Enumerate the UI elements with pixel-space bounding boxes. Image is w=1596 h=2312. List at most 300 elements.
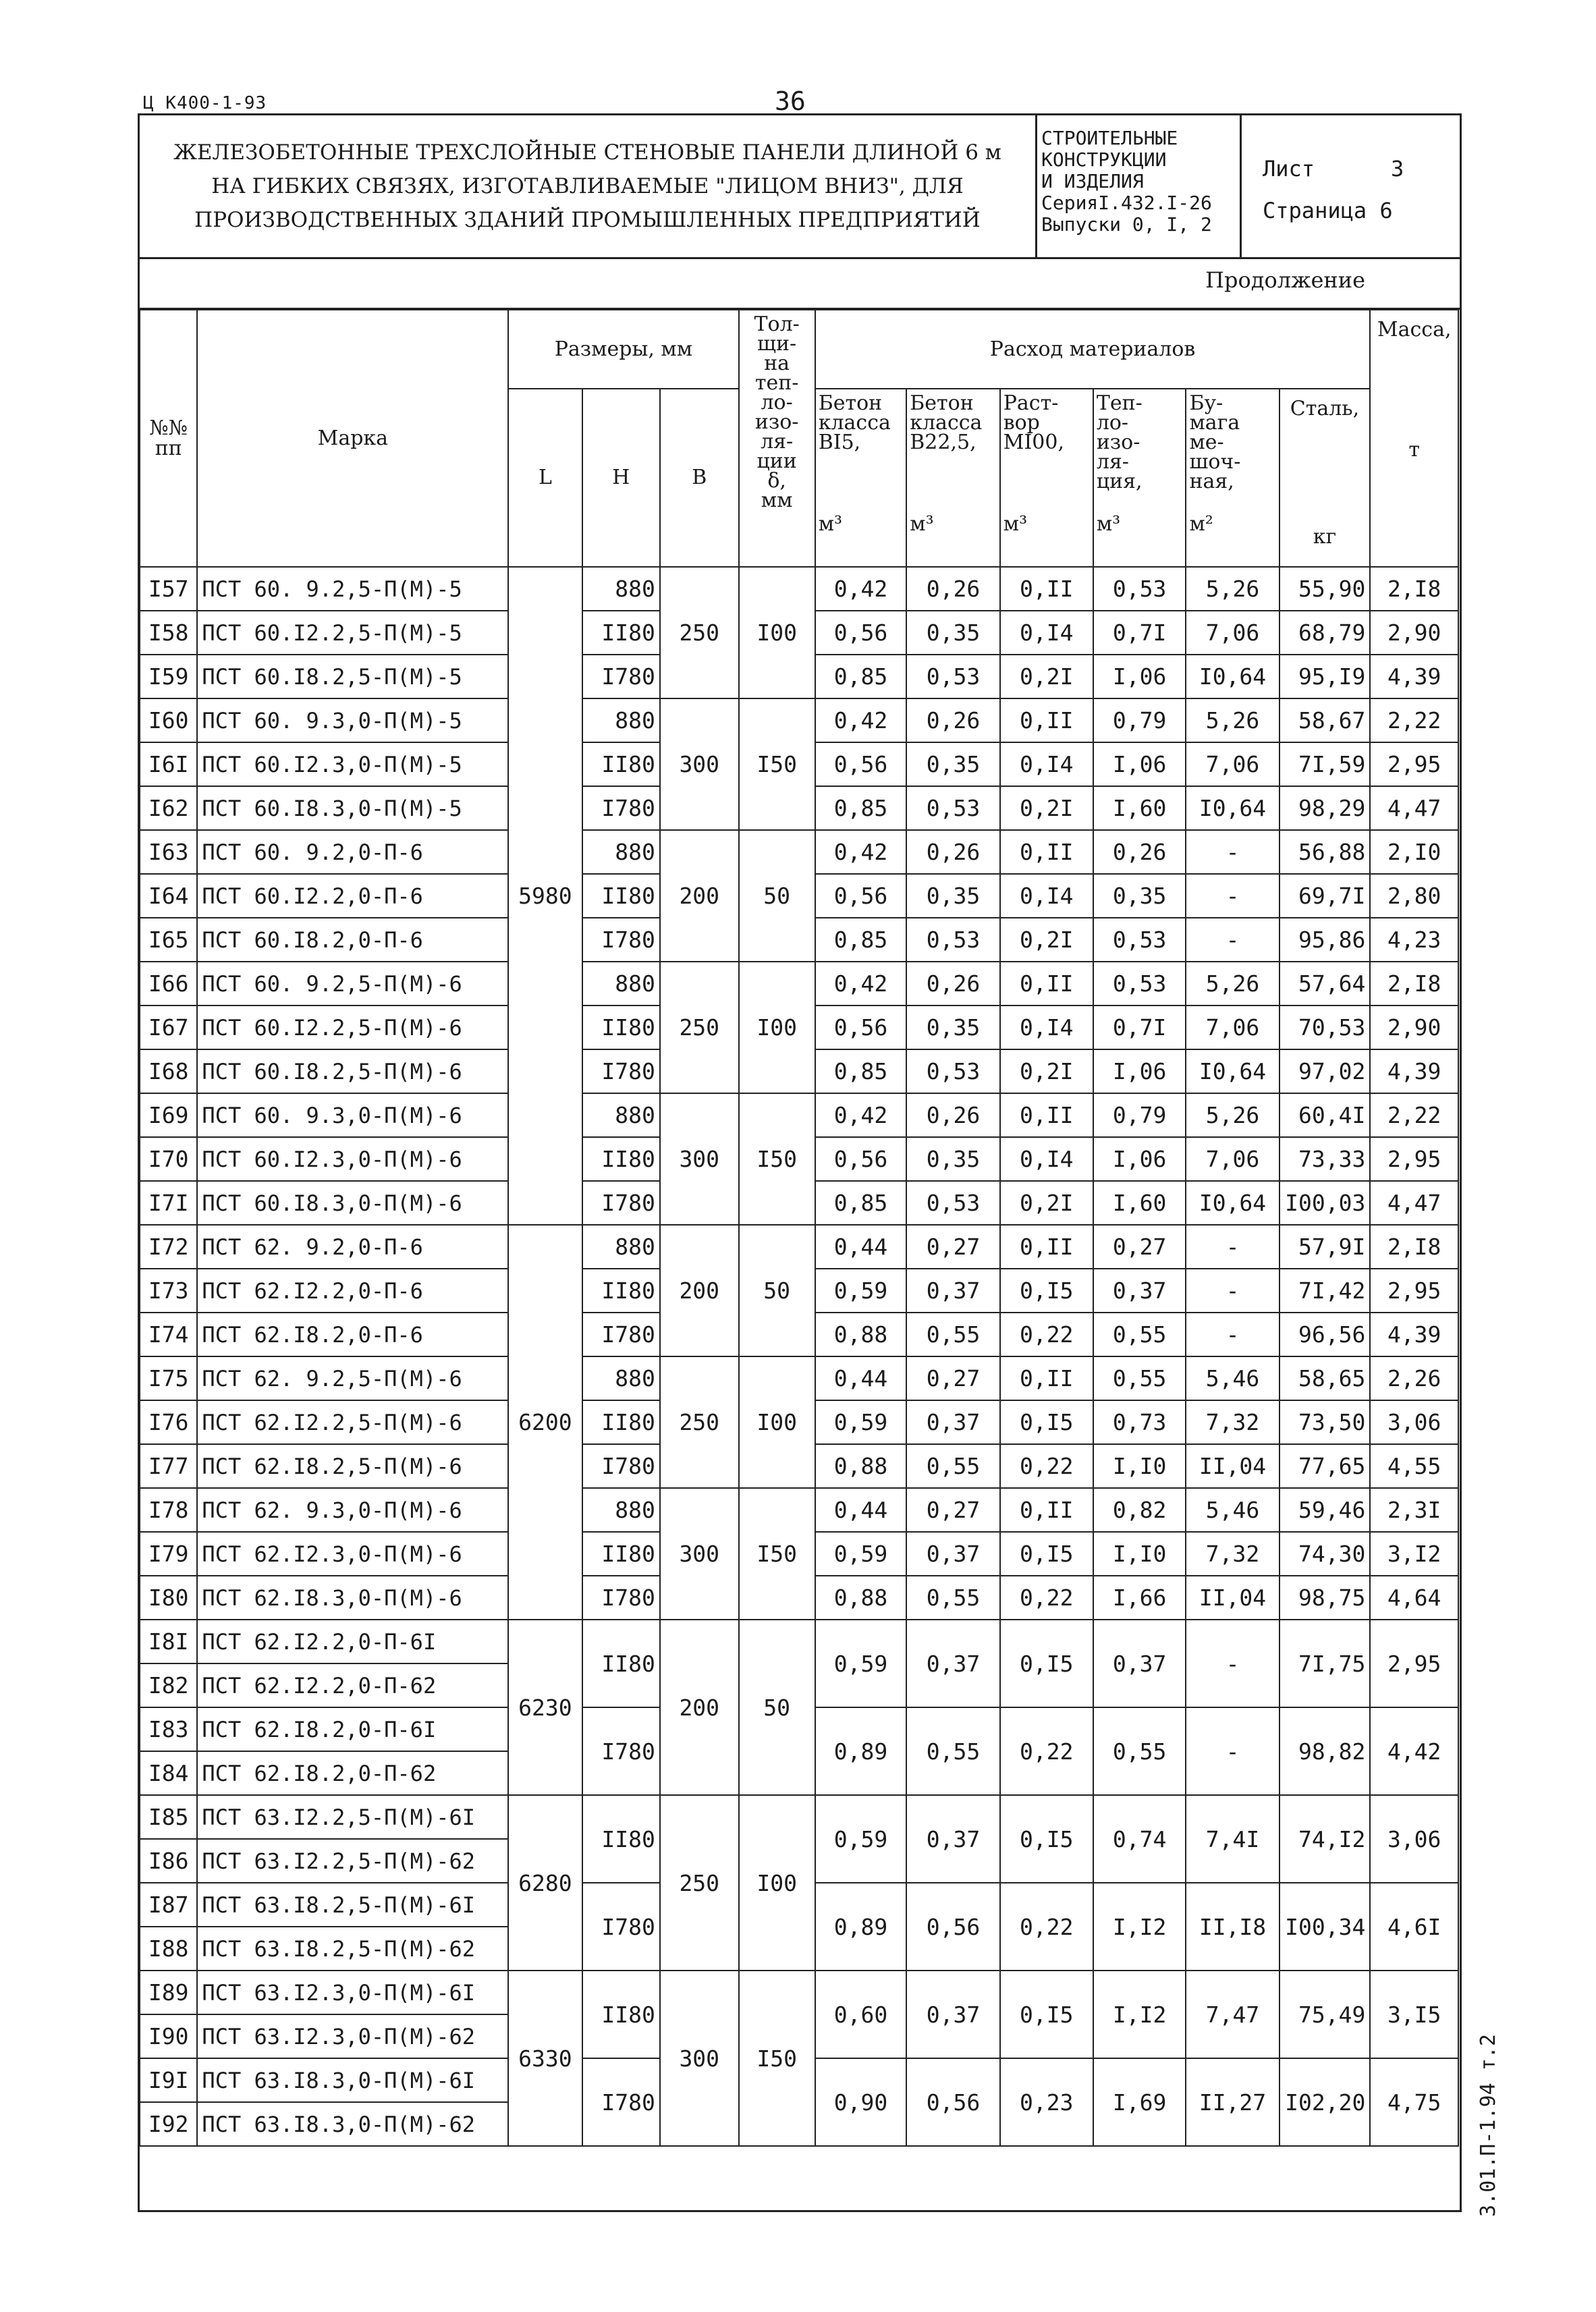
row-number: I66	[140, 962, 197, 1006]
concrete-b22: 0,26	[906, 698, 999, 742]
header-line: изо-	[754, 410, 799, 434]
concrete-b22: 0,53	[906, 786, 999, 830]
table-row	[140, 1488, 1458, 1532]
height-H: 880	[582, 1488, 660, 1532]
mortar: 0,I4	[1000, 1006, 1093, 1049]
steel: 7I,75	[1279, 1620, 1371, 1707]
paper: -	[1186, 830, 1279, 874]
col-concrete-b22	[906, 389, 999, 567]
paper: I0,64	[1186, 655, 1279, 698]
row-mark: ПСТ 62.I8.2,0-П-6	[197, 1313, 508, 1356]
row-mark: ПСТ 60. 9.2,0-П-6	[197, 830, 508, 874]
concrete-b15: 0,59	[815, 1532, 907, 1576]
width-B: 200	[660, 1620, 739, 1795]
mortar: 0,II	[1000, 698, 1093, 742]
mortar: 0,II	[1000, 962, 1093, 1006]
steel: I00,03	[1279, 1181, 1371, 1225]
series-line: СерияI.432.I-26	[1041, 192, 1212, 214]
concrete-b15: 0,88	[815, 1576, 907, 1620]
row-mark: ПСТ 63.I8.3,0-П(М)-6I	[197, 2058, 508, 2102]
concrete-b22: 0,55	[906, 1707, 999, 1795]
paper: -	[1186, 1313, 1279, 1356]
steel: 58,67	[1279, 698, 1371, 742]
row-mark: ПСТ 60.I2.2,5-П(М)-5	[197, 611, 508, 655]
mass: 4,39	[1370, 1049, 1458, 1093]
steel: 70,53	[1279, 1006, 1371, 1049]
concrete-b15: 0,42	[815, 830, 907, 874]
row-mark: ПСТ 62.I2.2,5-П(М)-6	[197, 1400, 508, 1444]
row-mark: ПСТ 62.I2.2,0-П-62	[197, 1663, 508, 1707]
insulation: 0,74	[1093, 1795, 1186, 1883]
paper: 5,46	[1186, 1488, 1279, 1532]
height-H: II80	[582, 611, 660, 655]
mass: 2,I8	[1370, 567, 1458, 611]
concrete-b22: 0,53	[906, 1181, 999, 1225]
row-mark: ПСТ 62. 9.2,5-П(М)-6	[197, 1356, 508, 1400]
row-mark: ПСТ 63.I8.3,0-П(М)-62	[197, 2102, 508, 2146]
mass: 2,I8	[1370, 1225, 1458, 1269]
row-mark: ПСТ 60. 9.2,5-П(М)-5	[197, 567, 508, 611]
mass-label: Масса,	[1377, 318, 1452, 341]
steel: 75,49	[1279, 1971, 1371, 2058]
height-H: 880	[582, 962, 660, 1006]
row-mark: ПСТ 60.I8.2,5-П(М)-5	[197, 655, 508, 698]
row-number: I8I	[140, 1620, 197, 1663]
header-line: мм	[761, 489, 793, 512]
header-line: ля-	[1096, 450, 1129, 474]
insulation: 0,55	[1093, 1313, 1186, 1356]
paper: 7,06	[1186, 1006, 1279, 1049]
concrete-b15: 0,59	[815, 1795, 907, 1883]
steel: 74,30	[1279, 1532, 1371, 1576]
paper: -	[1186, 1707, 1279, 1795]
insulation: I,I2	[1093, 1971, 1186, 2058]
insulation: 0,53	[1093, 567, 1186, 611]
height-H: I780	[582, 1313, 660, 1356]
row-number: I87	[140, 1883, 197, 1927]
concrete-b22: 0,27	[906, 1225, 999, 1269]
height-H: 880	[582, 1356, 660, 1400]
width-B: 300	[660, 698, 739, 830]
row-mark: ПСТ 60. 9.3,0-П(М)-5	[197, 698, 508, 742]
height-H: II80	[582, 1532, 660, 1576]
mass: 4,64	[1370, 1576, 1458, 1620]
height-H: II80	[582, 1400, 660, 1444]
insulation: 0,79	[1093, 1093, 1186, 1137]
paper: 5,26	[1186, 1093, 1279, 1137]
table-row	[140, 1225, 1458, 1269]
mortar: 0,I4	[1000, 1137, 1093, 1181]
width-B: 300	[660, 1093, 739, 1225]
header-line: класса	[818, 411, 891, 435]
height-H: II80	[582, 1795, 660, 1883]
header-line: щи-	[757, 332, 797, 356]
row-mark: ПСТ 60.I8.2,5-П(М)-6	[197, 1049, 508, 1093]
mortar: 0,II	[1000, 1488, 1093, 1532]
title-line: ПРОИЗВОДСТВЕННЫХ ЗДАНИЙ ПРОМЫШЛЕННЫХ ПРЕДПРИЯТИЙ	[194, 208, 981, 232]
insulation: 0,37	[1093, 1269, 1186, 1313]
row-mark: ПСТ 62.I2.2,0-П-6I	[197, 1620, 508, 1663]
header-line: на	[764, 352, 790, 375]
side-code: 3.01.П-1.94 т.2	[1477, 2034, 1500, 2217]
row-mark: ПСТ 62. 9.3,0-П(М)-6	[197, 1488, 508, 1532]
concrete-b15: 0,44	[815, 1488, 907, 1532]
table-row	[140, 1971, 1458, 2014]
mortar: 0,I5	[1000, 1620, 1093, 1707]
mass: 2,22	[1370, 698, 1458, 742]
insulation-thickness: 50	[739, 1225, 815, 1356]
mass: 2,90	[1370, 611, 1458, 655]
paper: 7,32	[1186, 1400, 1279, 1444]
row-number: I70	[140, 1137, 197, 1181]
concrete-b22: 0,37	[906, 1532, 999, 1576]
row-number: I64	[140, 874, 197, 918]
row-mark: ПСТ 60.I2.2,0-П-6	[197, 874, 508, 918]
mortar: 0,2I	[1000, 655, 1093, 698]
mortar: 0,II	[1000, 1225, 1093, 1269]
row-number: I9I	[140, 2058, 197, 2102]
mass: 2,22	[1370, 1093, 1458, 1137]
title-block	[140, 115, 1460, 259]
mortar: 0,I5	[1000, 1971, 1093, 2058]
document-title	[140, 115, 1037, 257]
concrete-b22: 0,35	[906, 874, 999, 918]
mortar: 0,II	[1000, 1093, 1093, 1137]
row-mark: ПСТ 63.I8.2,5-П(М)-6I	[197, 1883, 508, 1927]
col-dimensions: Размеры, мм	[508, 310, 738, 389]
mass: 2,95	[1370, 1137, 1458, 1181]
row-number: I58	[140, 611, 197, 655]
col-mortar	[1000, 389, 1093, 567]
paper: 7,06	[1186, 742, 1279, 786]
steel: 73,50	[1279, 1400, 1371, 1444]
insulation: I,06	[1093, 1137, 1186, 1181]
header-line: изо-	[1096, 431, 1140, 454]
header-line: Раст-	[1003, 391, 1059, 415]
concrete-b22: 0,53	[906, 1049, 999, 1093]
table-row	[140, 1093, 1458, 1137]
col-steel	[1279, 389, 1371, 567]
concrete-b15: 0,59	[815, 1400, 907, 1444]
steel: 96,56	[1279, 1313, 1371, 1356]
concrete-b15: 0,56	[815, 1006, 907, 1049]
concrete-b15: 0,89	[815, 1707, 907, 1795]
row-number: I77	[140, 1444, 197, 1488]
insulation: I,I0	[1093, 1532, 1186, 1576]
mass: 4,42	[1370, 1707, 1458, 1795]
height-H: II80	[582, 1971, 660, 2058]
paper: I0,64	[1186, 1049, 1279, 1093]
concrete-b15: 0,89	[815, 1883, 907, 1971]
height-H: II80	[582, 1620, 660, 1707]
row-number: I63	[140, 830, 197, 874]
header-line: ция,	[1096, 470, 1143, 493]
header-line: ло-	[1096, 411, 1129, 435]
row-number: I79	[140, 1532, 197, 1576]
series-line: И ИЗДЕЛИЯ	[1041, 170, 1144, 192]
row-mark: ПСТ 62.I8.2,0-П-6I	[197, 1707, 508, 1751]
sheet-value: 3	[1391, 156, 1404, 182]
document-code: Ц К400-1-93	[143, 93, 267, 113]
concrete-b22: 0,37	[906, 1400, 999, 1444]
mortar: 0,I5	[1000, 1269, 1093, 1313]
row-number: I60	[140, 698, 197, 742]
concrete-b22: 0,27	[906, 1488, 999, 1532]
mass: 4,6I	[1370, 1883, 1458, 1971]
concrete-b15: 0,85	[815, 1049, 907, 1093]
steel: 60,4I	[1279, 1093, 1371, 1137]
insulation: 0,26	[1093, 830, 1186, 874]
row-number: I6I	[140, 742, 197, 786]
mortar: 0,2I	[1000, 1181, 1093, 1225]
paper: -	[1186, 1620, 1279, 1707]
concrete-b22: 0,55	[906, 1576, 999, 1620]
mortar: 0,II	[1000, 567, 1093, 611]
width-B: 200	[660, 1225, 739, 1356]
table-row	[140, 698, 1458, 742]
row-mark: ПСТ 63.I2.2,5-П(М)-62	[197, 1839, 508, 1883]
length-L: 6230	[508, 1620, 582, 1795]
row-number: I82	[140, 1663, 197, 1707]
col-L: L	[508, 389, 582, 567]
mass: 4,39	[1370, 1313, 1458, 1356]
row-mark: ПСТ 60.I8.3,0-П(М)-6	[197, 1181, 508, 1225]
steel: 73,33	[1279, 1137, 1371, 1181]
row-mark: ПСТ 60.I2.3,0-П(М)-6	[197, 1137, 508, 1181]
concrete-b22: 0,55	[906, 1313, 999, 1356]
mass: 2,26	[1370, 1356, 1458, 1400]
insulation: 0,37	[1093, 1620, 1186, 1707]
paper: -	[1186, 918, 1279, 962]
insulation: I,I2	[1093, 1883, 1186, 1971]
page-value: 6	[1379, 198, 1393, 223]
row-mark: ПСТ 62.I8.3,0-П(М)-6	[197, 1576, 508, 1620]
paper: 5,26	[1186, 698, 1279, 742]
header-line: MI00,	[1003, 431, 1065, 454]
concrete-b22: 0,26	[906, 567, 999, 611]
row-number: I80	[140, 1576, 197, 1620]
row-number: I68	[140, 1049, 197, 1093]
steel: 74,I2	[1279, 1795, 1371, 1883]
concrete-b22: 0,53	[906, 918, 999, 962]
concrete-b22: 0,37	[906, 1620, 999, 1707]
paper: 5,26	[1186, 962, 1279, 1006]
header-line: Теп-	[1096, 391, 1143, 415]
row-number: I90	[140, 2014, 197, 2058]
mass: 4,55	[1370, 1444, 1458, 1488]
unit-label: м³	[1096, 512, 1121, 536]
continuation-label: Продолжение	[1205, 267, 1365, 293]
concrete-b22: 0,37	[906, 1269, 999, 1313]
height-H: I780	[582, 1181, 660, 1225]
mortar: 0,I4	[1000, 742, 1093, 786]
height-H: II80	[582, 742, 660, 786]
page-number: 36	[775, 86, 806, 116]
concrete-b22: 0,37	[906, 1795, 999, 1883]
insulation: I,06	[1093, 1049, 1186, 1093]
concrete-b15: 0,42	[815, 567, 907, 611]
steel: I02,20	[1279, 2058, 1371, 2146]
paper: II,27	[1186, 2058, 1279, 2146]
header-line: ме-	[1189, 431, 1224, 454]
insulation: 0,55	[1093, 1356, 1186, 1400]
insulation: 0,55	[1093, 1707, 1186, 1795]
paper: 5,46	[1186, 1356, 1279, 1400]
steel: 56,88	[1279, 830, 1371, 874]
insulation: 0,73	[1093, 1400, 1186, 1444]
paper: II,I8	[1186, 1883, 1279, 1971]
height-H: 880	[582, 830, 660, 874]
row-mark: ПСТ 62.I2.2,0-П-6	[197, 1269, 508, 1313]
height-H: II80	[582, 1137, 660, 1181]
mortar: 0,I4	[1000, 874, 1093, 918]
table-row	[140, 830, 1458, 874]
height-H: I780	[582, 918, 660, 962]
header-line: B22,5,	[910, 431, 976, 454]
header-line: ля-	[761, 430, 794, 453]
concrete-b22: 0,27	[906, 1356, 999, 1400]
insulation: I,06	[1093, 742, 1186, 786]
series-line: СТРОИТЕЛЬНЫЕ	[1041, 127, 1178, 149]
height-H: I780	[582, 2058, 660, 2146]
steel: 95,I9	[1279, 655, 1371, 698]
col-paper	[1186, 389, 1279, 567]
row-mark: ПСТ 60.I2.2,5-П(М)-6	[197, 1006, 508, 1049]
col-materials: Расход материалов	[815, 310, 1371, 389]
unit-label: м²	[1189, 512, 1213, 536]
row-mark: ПСТ 60. 9.2,5-П(М)-6	[197, 962, 508, 1006]
paper: 7,32	[1186, 1532, 1279, 1576]
sheet-label: Лист	[1263, 156, 1315, 182]
mass: 4,47	[1370, 1181, 1458, 1225]
insulation-thickness: I50	[739, 1093, 815, 1225]
concrete-b15: 0,90	[815, 2058, 907, 2146]
height-H: I780	[582, 786, 660, 830]
row-number: I65	[140, 918, 197, 962]
steel: 98,29	[1279, 786, 1371, 830]
concrete-b22: 0,56	[906, 1883, 999, 1971]
row-number: I88	[140, 1927, 197, 1971]
steel-label: Сталь,	[1290, 397, 1360, 420]
concrete-b22: 0,26	[906, 1093, 999, 1137]
concrete-b15: 0,56	[815, 1137, 907, 1181]
col-num: №№ пп	[140, 310, 197, 567]
insulation: 0,35	[1093, 874, 1186, 918]
mass: 2,80	[1370, 874, 1458, 918]
title-line: НА ГИБКИХ СВЯЗЯХ, ИЗГОТАВЛИВАЕМЫЕ "ЛИЦОМ ВНИЗ", ДЛЯ	[211, 174, 964, 198]
insulation-thickness: I50	[739, 698, 815, 830]
height-H: I780	[582, 1576, 660, 1620]
concrete-b15: 0,56	[815, 742, 907, 786]
steel-unit: кг	[1313, 525, 1337, 549]
header-line: вор	[1003, 411, 1040, 435]
concrete-b15: 0,88	[815, 1313, 907, 1356]
height-H: 880	[582, 698, 660, 742]
insulation-thickness: I50	[739, 1971, 815, 2146]
series-line: Выпуски 0, I, 2	[1041, 213, 1212, 236]
steel: 95,86	[1279, 918, 1371, 962]
width-B: 250	[660, 1356, 739, 1488]
page-label: Страница	[1263, 198, 1367, 223]
row-mark: ПСТ 63.I2.3,0-П(М)-6I	[197, 1971, 508, 2014]
steel: I00,34	[1279, 1883, 1371, 1971]
row-number: I78	[140, 1488, 197, 1532]
row-number: I85	[140, 1795, 197, 1839]
col-B: B	[660, 389, 739, 567]
mass: 2,I8	[1370, 962, 1458, 1006]
steel: 57,9I	[1279, 1225, 1371, 1269]
mortar: 0,2I	[1000, 786, 1093, 830]
paper: 7,06	[1186, 611, 1279, 655]
mortar: 0,22	[1000, 1444, 1093, 1488]
row-number: I59	[140, 655, 197, 698]
row-mark: ПСТ 60.I8.3,0-П(М)-5	[197, 786, 508, 830]
height-H: 880	[582, 567, 660, 611]
row-mark: ПСТ 60.I2.3,0-П(М)-5	[197, 742, 508, 786]
mass: 4,47	[1370, 786, 1458, 830]
table-row	[140, 962, 1458, 1006]
insulation: 0,7I	[1093, 1006, 1186, 1049]
mortar: 0,23	[1000, 2058, 1093, 2146]
mass: 4,75	[1370, 2058, 1458, 2146]
row-number: I84	[140, 1751, 197, 1795]
mass: 3,I5	[1370, 1971, 1458, 2058]
mortar: 0,I4	[1000, 611, 1093, 655]
steel: 7I,59	[1279, 742, 1371, 786]
length-L: 6200	[508, 1225, 582, 1620]
concrete-b22: 0,26	[906, 830, 999, 874]
table-row	[140, 1620, 1458, 1663]
header-line: ции	[756, 449, 797, 473]
width-B: 200	[660, 830, 739, 962]
concrete-b22: 0,35	[906, 1137, 999, 1181]
paper: 5,26	[1186, 567, 1279, 611]
title-line: ЖЕЛЕЗОБЕТОННЫЕ ТРЕХСЛОЙНЫЕ СТЕНОВЫЕ ПАНЕЛИ ДЛИНОЙ 6 м	[173, 140, 1001, 165]
concrete-b15: 0,85	[815, 655, 907, 698]
concrete-b22: 0,26	[906, 962, 999, 1006]
header-line: BI5,	[818, 431, 861, 454]
height-H: II80	[582, 1269, 660, 1313]
row-number: I57	[140, 567, 197, 611]
mass: 4,39	[1370, 655, 1458, 698]
col-H: H	[582, 389, 660, 567]
insulation: I,I0	[1093, 1444, 1186, 1488]
row-number: I75	[140, 1356, 197, 1400]
insulation: 0,79	[1093, 698, 1186, 742]
insulation-thickness: I00	[739, 1795, 815, 1971]
insulation: I,60	[1093, 1181, 1186, 1225]
row-number: I83	[140, 1707, 197, 1751]
steel: 77,65	[1279, 1444, 1371, 1488]
paper: I0,64	[1186, 786, 1279, 830]
width-B: 250	[660, 962, 739, 1093]
concrete-b15: 0,44	[815, 1356, 907, 1400]
concrete-b15: 0,60	[815, 1971, 907, 2058]
mass: 2,3I	[1370, 1488, 1458, 1532]
series-info	[1037, 115, 1242, 257]
mortar: 0,2I	[1000, 1049, 1093, 1093]
insulation: 0,27	[1093, 1225, 1186, 1269]
mortar: 0,22	[1000, 1883, 1093, 1971]
insulation-thickness: I00	[739, 1356, 815, 1488]
insulation-thickness: 50	[739, 1620, 815, 1795]
row-mark: ПСТ 63.I2.2,5-П(М)-6I	[197, 1795, 508, 1839]
row-mark: ПСТ 63.I8.2,5-П(М)-62	[197, 1927, 508, 1971]
steel: 7I,42	[1279, 1269, 1371, 1313]
steel: 58,65	[1279, 1356, 1371, 1400]
header-line: мага	[1189, 411, 1240, 435]
steel: 98,75	[1279, 1576, 1371, 1620]
